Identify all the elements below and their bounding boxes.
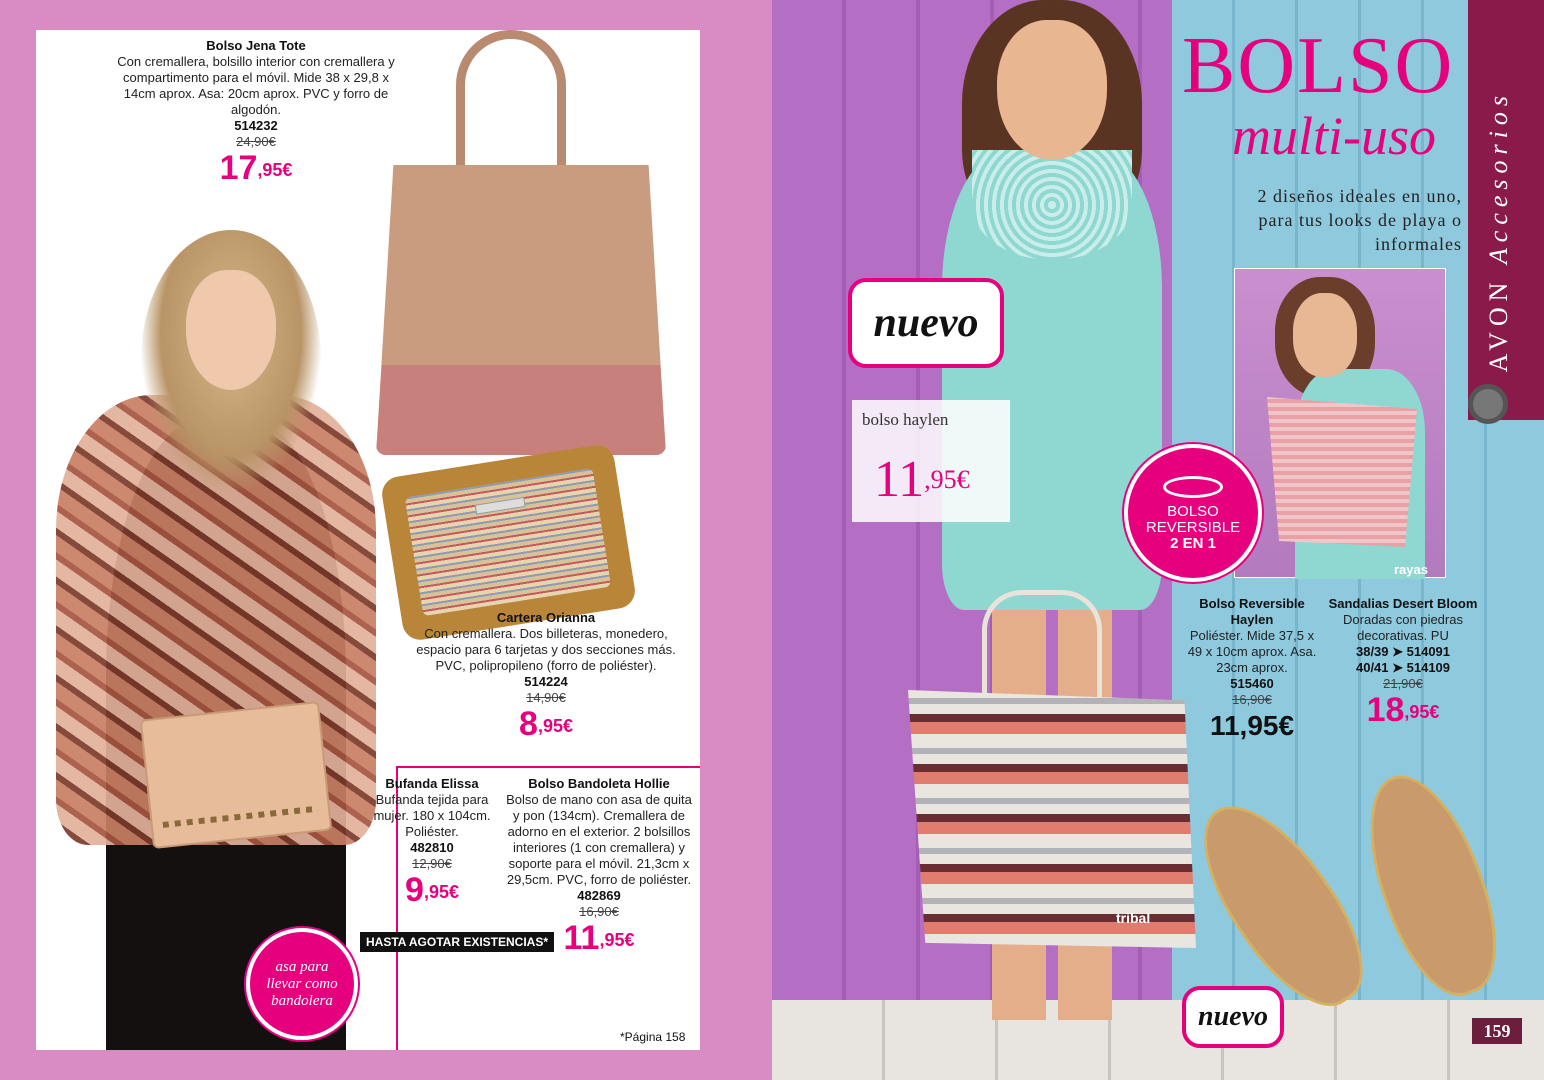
product-code: 515460 xyxy=(1230,676,1274,691)
product-description: Doradas con piedras decorativas. PU xyxy=(1343,612,1463,643)
shoulder-strap-badge: asa para llevar como bandolera xyxy=(246,928,358,1040)
right-page xyxy=(772,0,1544,1080)
product-name: Sandalias Desert Bloom xyxy=(1328,596,1478,611)
haylen-label: bolso haylen xyxy=(862,410,949,429)
haylen-price-box xyxy=(852,400,1010,522)
price: $17^{,95€}$ xyxy=(219,149,293,187)
product-sandals xyxy=(1328,596,1478,728)
tagline: 2 diseños ideales en uno, para tus looks de playa o informales xyxy=(1257,186,1462,254)
nuevo-badge: nuevo xyxy=(1182,986,1284,1048)
product-name: Bolso Reversible Haylen xyxy=(1199,596,1305,627)
rayas-bag-image xyxy=(1267,397,1417,547)
product-reversible-haylen xyxy=(1182,596,1322,744)
clutch-image xyxy=(140,701,333,849)
tribal-label: tribal xyxy=(1116,910,1151,926)
old-price: 16,90€ xyxy=(1232,692,1272,707)
reversible-text: BOLSO xyxy=(1167,503,1219,520)
price: $18^{,95€}$ xyxy=(1366,691,1440,729)
reversible-text: 2 EN 1 xyxy=(1170,535,1216,552)
section-divider xyxy=(396,766,700,768)
product-description: Con cremallera, bolsillo interior con cremallera y compartimento para el móvil. Mide 38 x 29,8 x 14cm aprox. Asa: 20cm aprox. PVC y forro de algodón. xyxy=(117,54,395,117)
product-orianna xyxy=(401,610,691,742)
product-jena xyxy=(106,38,406,186)
price: 11,95€ xyxy=(1209,710,1295,741)
product-name: Bolso Bandoleta Hollie xyxy=(528,776,670,791)
left-page xyxy=(36,30,700,1050)
product-name: Cartera Orianna xyxy=(496,610,596,625)
product-code: 514232 xyxy=(234,118,278,133)
reversible-arrow-icon xyxy=(1163,476,1223,498)
product-description: Bufanda tejida para mujer. 180 x 104cm. Poliéster. xyxy=(373,792,491,839)
old-price: 12,90€ xyxy=(412,856,452,871)
reversible-text: REVERSIBLE xyxy=(1145,519,1241,536)
rayas-label: rayas xyxy=(1394,562,1428,577)
page-gutter xyxy=(700,0,772,1080)
page-subtitle: multi-uso xyxy=(1232,106,1437,166)
product-description: Poliéster. Mide 37,5 x 49 x 10cm aprox. Asa. 23cm aprox. xyxy=(1187,628,1317,675)
old-price: 21,90€ xyxy=(1383,676,1423,691)
model-photo-left xyxy=(36,220,396,1050)
price: $11^{,95€}$ xyxy=(563,919,635,957)
product-description: Con cremallera. Dos billeteras, monedero, espacio para 6 tarjetas y dos secciones más. PVC, polipropileno (forro de poliéster). xyxy=(416,626,676,673)
inset-rayas-photo xyxy=(1234,268,1446,578)
product-name: Bolso Jena Tote xyxy=(206,38,306,53)
nuevo-badge: nuevo xyxy=(848,278,1004,368)
price: $8^{,95€}$ xyxy=(519,705,573,743)
tribal-bag-handles xyxy=(982,590,1102,700)
door-hook xyxy=(1468,384,1508,424)
price: $9^{,95€}$ xyxy=(405,871,459,909)
page-reference: *Página 158 xyxy=(620,1030,686,1044)
sandals-image xyxy=(1202,760,1512,1010)
product-code: 514224 xyxy=(524,674,568,689)
product-name: Bufanda Elissa xyxy=(385,776,479,791)
tribal-bag-image xyxy=(908,690,1196,948)
old-price: 24,90€ xyxy=(236,134,276,149)
page-number: 159 xyxy=(1472,1018,1522,1044)
product-hollie xyxy=(504,776,694,956)
page-title: BOLSO xyxy=(1182,22,1455,110)
size-code: 38/39 ➤ 514091 xyxy=(1355,644,1451,659)
reversible-badge xyxy=(1124,444,1262,582)
stock-note: HASTA AGOTAR EXISTENCIAS* xyxy=(360,932,554,952)
old-price: 16,90€ xyxy=(579,904,619,919)
haylen-price: $11^{,95€}$ xyxy=(874,451,970,508)
product-code: 482810 xyxy=(410,840,454,855)
product-code: 482869 xyxy=(577,888,621,903)
product-elissa xyxy=(372,776,492,908)
old-price: 14,90€ xyxy=(526,690,566,705)
avon-section-label: AVON Accesorios xyxy=(1484,90,1513,373)
size-code: 40/41 ➤ 514109 xyxy=(1355,660,1451,675)
product-description: Bolso de mano con asa de quita y pon (134cm). Cremallera de adorno en el exterior. 2 bolsillos interiores (1 con cremallera) y soporte para el móvil. 21,3cm x 29,5cm. PVC, forro de poliéster. xyxy=(506,792,692,887)
